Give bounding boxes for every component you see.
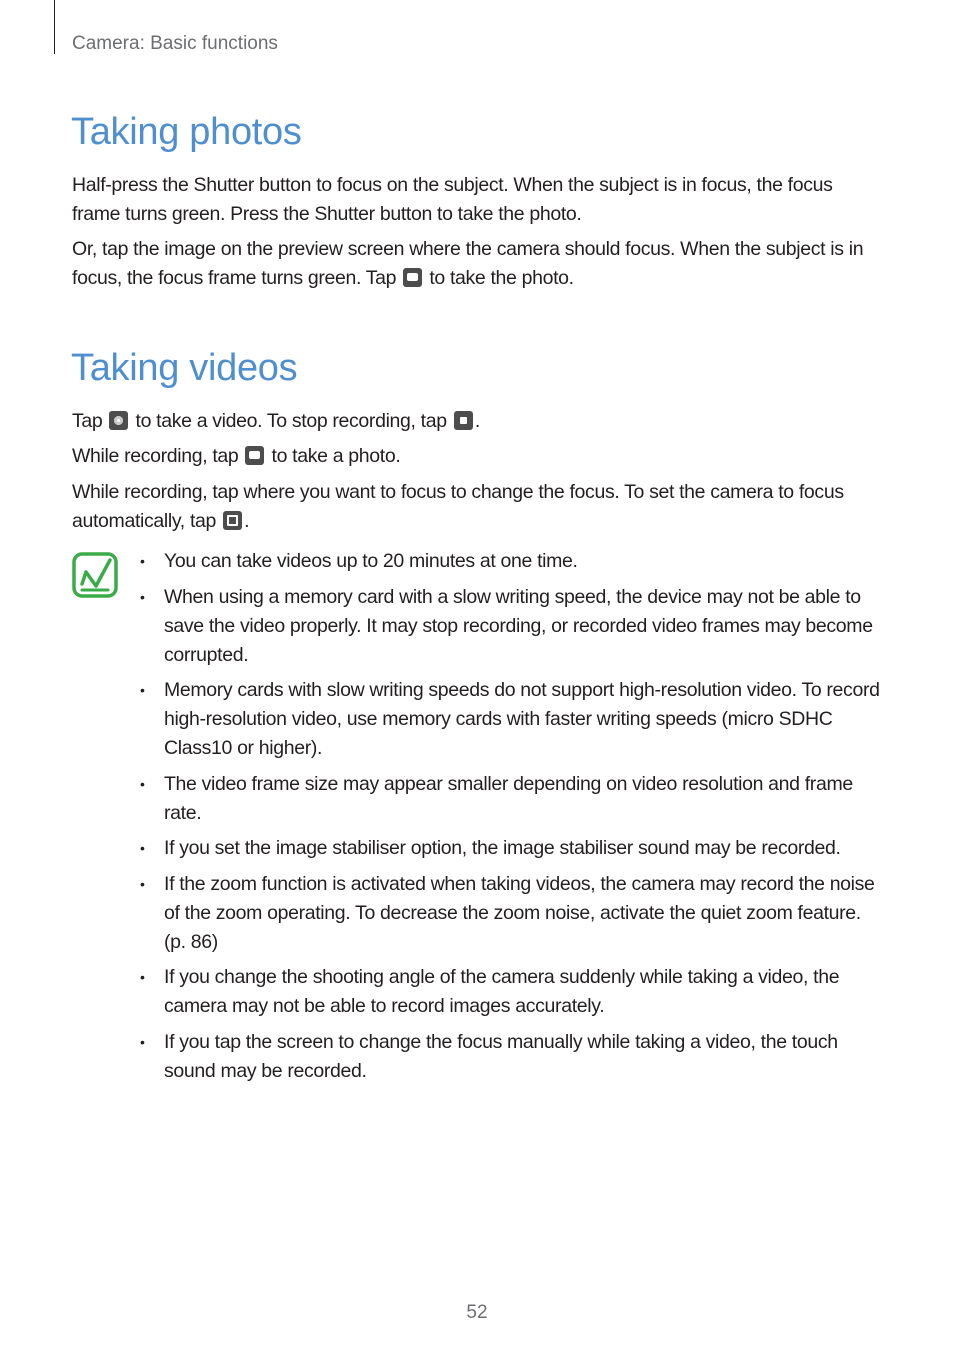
- note-item: • If you tap the screen to change the focus manually while taking a video, the touch sound may be recorded.: [140, 1028, 884, 1086]
- note-item: • Memory cards with slow writing speeds do not support high-resolution video. To record high-resolution video, use memory cards with faster writing speeds (micro SDHC Class10 or higher).: [140, 676, 884, 763]
- note-item: • If the zoom function is activated when taking videos, the camera may record the noise of the zoom operating. To decrease the zoom noise, activate the quiet zoom feature. (p. 86): [140, 870, 884, 957]
- videos-l2-a: While recording, tap: [72, 445, 244, 467]
- videos-l1-a: Tap: [72, 410, 108, 432]
- notes-list: [140, 547, 884, 1092]
- videos-l1-b: to take a video. To stop recording, tap: [130, 410, 452, 432]
- note-item: • If you set the image stabiliser option, the image stabiliser sound may be recorded.: [140, 834, 884, 863]
- videos-l3-a: While recording, tap where you want to focus to change the focus. To set the camera to focus automatically, tap: [72, 481, 844, 532]
- videos-line-2: [72, 442, 884, 471]
- photos-paragraph-2: [72, 235, 884, 293]
- note-item: • When using a memory card with a slow writing speed, the device may not be able to save the video properly. It may stop recording, or recorded video frames may become corrupted.: [140, 583, 884, 670]
- photos-p2-text-before: Or, tap the image on the preview screen where the camera should focus. When the subject is in focus, the focus frame turns green. Tap: [72, 238, 864, 289]
- header-rule: [54, 0, 55, 54]
- section-title-photos: Taking photos: [71, 111, 302, 153]
- camera-shutter-icon: [403, 268, 422, 287]
- note-pencil-icon: [72, 552, 118, 598]
- note-item: • You can take videos up to 20 minutes at one time.: [140, 547, 884, 576]
- camera-shutter-icon: [245, 446, 264, 465]
- section-title-videos: Taking videos: [71, 347, 298, 389]
- videos-l1-c: .: [474, 410, 480, 432]
- running-header: Camera: Basic functions: [72, 33, 278, 54]
- videos-l2-b: to take a photo.: [266, 445, 401, 467]
- photos-p1-text: Half-press the Shutter button to focus on the subject. When the subject is in focus, the focus frame turns green. Press the Shutter button to take the photo.: [72, 174, 833, 225]
- photos-p2-text-after: to take the photo.: [424, 267, 574, 289]
- videos-line-1: [72, 407, 884, 436]
- note-item: • The video frame size may appear smaller depending on video resolution and frame rate.: [140, 770, 884, 828]
- videos-l3-b: .: [244, 510, 250, 532]
- videos-line-3: [72, 478, 884, 536]
- auto-focus-icon: [223, 511, 242, 530]
- note-item: • If you change the shooting angle of the camera suddenly while taking a video, the camera may not be able to record images accurately.: [140, 963, 884, 1021]
- page-number: 52: [466, 1302, 488, 1323]
- stop-recording-icon: [454, 411, 473, 430]
- photos-paragraph-1: [72, 171, 884, 229]
- video-record-icon: [109, 411, 128, 430]
